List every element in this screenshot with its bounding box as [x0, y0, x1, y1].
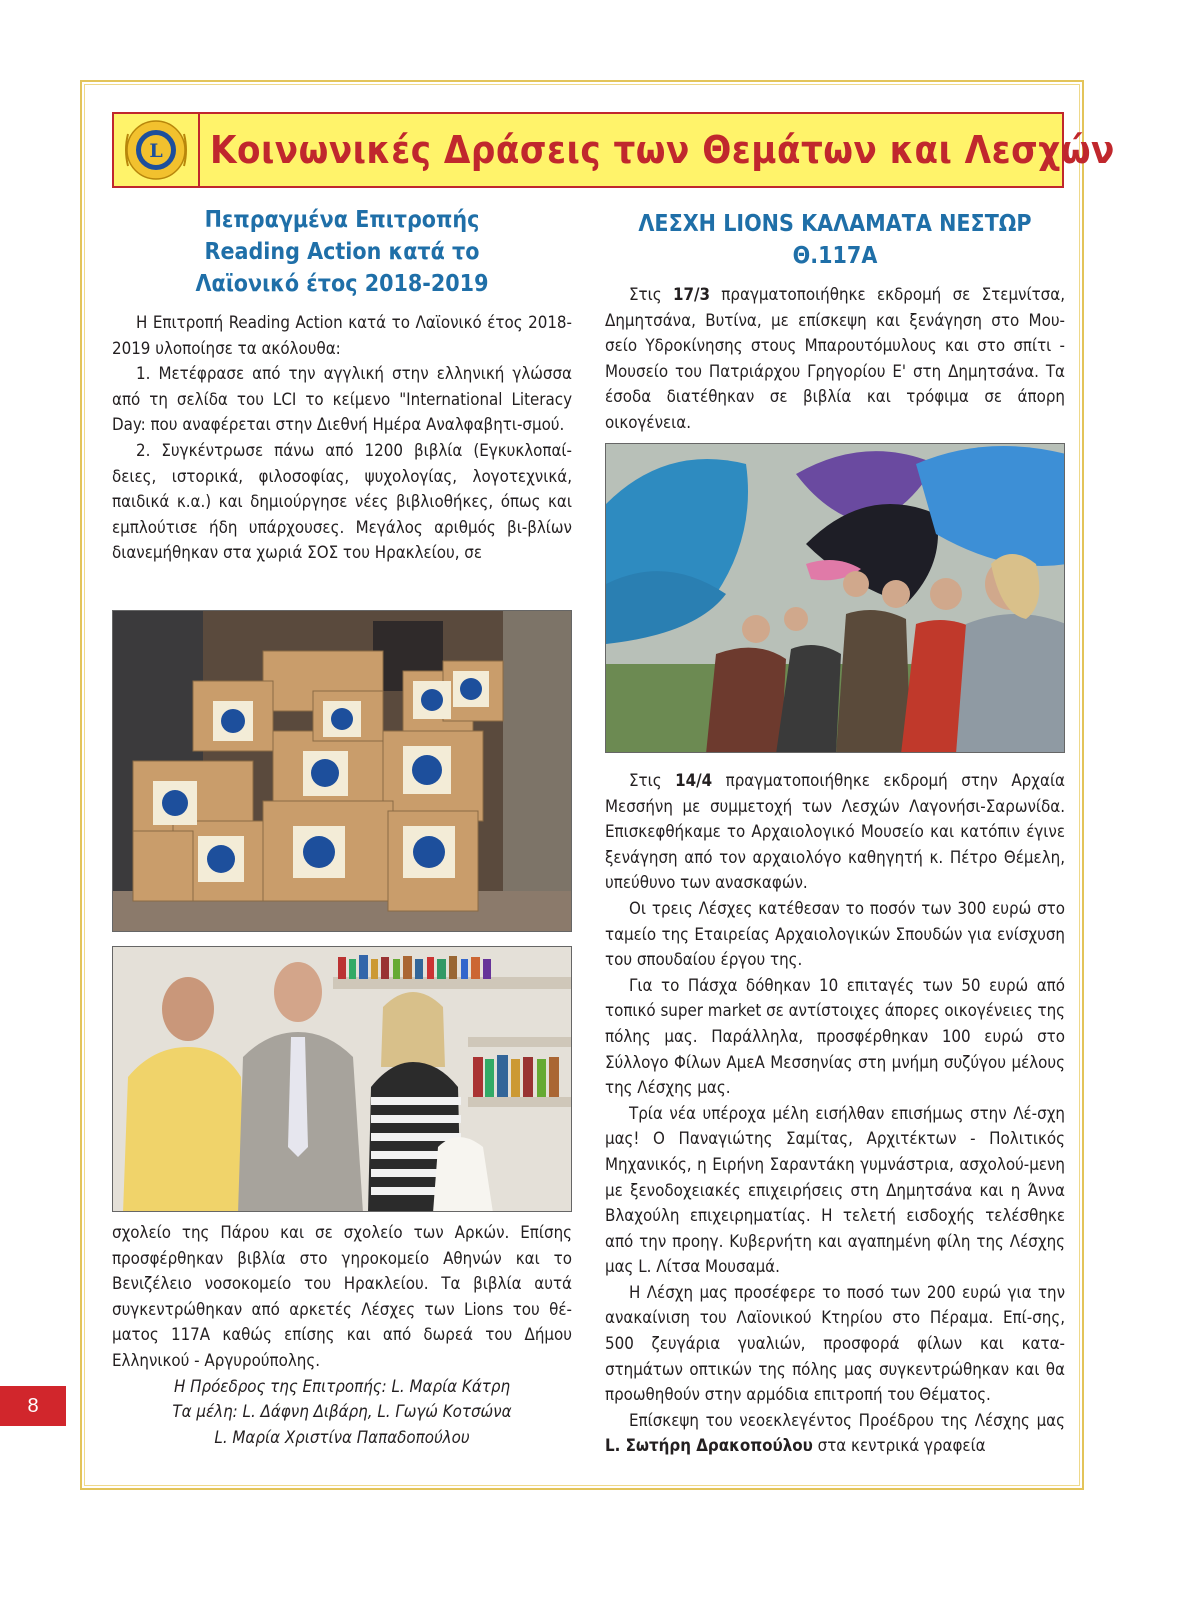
right-paragraph-7 [605, 1408, 1065, 1459]
right-heading-line-2: Θ.117Α [792, 243, 878, 269]
right-p2-date: 14/4 [675, 770, 713, 790]
left-column-bottom [112, 1220, 572, 1450]
photo-umbrellas-excursion [605, 443, 1065, 753]
right-paragraph-6: Η Λέσχη μας προσέφερε το ποσό των 200 ευρώ για την ανακαίνιση του Λαϊονικού Κτηρίου στο Πέραμα. Επί-σης, 500 ζευγάρια γυαλιών, προσφορά φίλων και κατα-στημάτων οπτικών της πόλης μας συγκεντρώθηκαν και θα προωθηθούν στην αρμόδια επιτροπή του Θέματος. [605, 1281, 1065, 1405]
right-paragraph-1 [605, 282, 1065, 436]
signature-members: Τα μέλη: L. Δάφνη Διβάρη, L. Γωγώ Κοτσώνα [172, 1401, 512, 1422]
photo-book-boxes [112, 610, 572, 932]
right-paragraph-2 [605, 768, 1065, 896]
left-column-top [112, 204, 572, 566]
page-number: 8 [0, 1386, 66, 1426]
right-p7-name: L. Σωτήρη Δρακοπούλου [605, 1435, 813, 1456]
signature-president: Η Πρόεδρος της Επιτροπής: L. Μαρία Κάτρη [173, 1375, 511, 1396]
logo-letter: L [149, 140, 163, 162]
left-paragraph-3: 2. Συγκέντρωσε πάνω από 1200 βιβλία (Εγκυκλοπαί-δειες, ιστορικά, φιλοσοφίας, ψυχολογίας, λογοτεχνικά, παιδικά κ.α.) και δημιούργησε νέες βιβλιοθήκες, όπως και εμπλούτισε ήδη υπάρχουσες. Μεγάλος αριθμός βι-βλίων διανεμήθηκαν στα χωριά ΣΟΣ του Ηρακλείου, σε [112, 439, 572, 563]
photo-three-people [112, 946, 572, 1212]
right-p2-pre: Στις [629, 770, 676, 790]
left-heading [112, 204, 572, 300]
section-header [112, 112, 1115, 188]
right-paragraph-3: Οι τρεις Λέσχες κατέθεσαν το ποσόν των 300 ευρώ στο ταμείο της Εταιρείας Αρχαιολογικών Σπουδών για ενίσχυση του σπουδαίου έργου της. [605, 897, 1065, 970]
left-paragraph-2: 1. Μετέφρασε από την αγγλική στην ελληνική γλώσσα από τη σελίδα του LCI το κείμενο "International Literacy Day: που αναφέρεται στην Διεθνή Ημέρα Αναλφαβητι-σμού. [112, 363, 572, 435]
right-paragraph-4: Για το Πάσχα δόθηκαν 10 επιταγές των 50 ευρώ από τοπικό super market σε αντίστοιχες άπορες οικογένειες της πόλης μας. Παράλληλα, προσφέρθηκαν 100 ευρώ στο Σύλλογο Φίλων ΑμεΑ Μεσσηνίας στη μνήμη συζύγου μέλους της Λέσχης μας. [605, 974, 1065, 1098]
left-paragraph-4: σχολείο της Πάρου και σε σχολείο των Αρκών. Επίσης προσφέρθηκαν βιβλία στο γηροκομείο Αθηνών και το Βενιζέλειο νοσοκομείο του Ηρακλείου. Τα βιβλία αυτά συγκεντρώθηκαν από αρκετές Λέσχες των Lions του θέ-ματος 117Α καθώς επίσης και από δωρεά του Δήμου Ελληνικού - Αργυρούπολης. [112, 1222, 572, 1370]
right-p7-pre: Επίσκεψη του νεοεκλεγέντος Προέδρου της Λέσχης μας [629, 1409, 1065, 1430]
right-p1-date: 17/3 [672, 284, 710, 304]
right-p1-post: πραγματοποιήθηκε εκδρομή σε Στεμνίτσα, Δημητσάνα, Βυτίνα, με επίσκεψη και ξενάγηση στο Μου-σείο Υδροκίνησης στους Μπαρουτόμυλους και στο σπίτι - Μουσείο του Πατριάρχου Γρηγορίου Ε' στη Δημητσάνα. Τα έσοδα διατέθηκαν σε βιβλία και τρόφιμα σε άπορη οικογένεια. [605, 284, 1065, 432]
right-paragraph-5: Τρία νέα υπέροχα μέλη εισήλθαν επισήμως στην Λέ-σχη μας! Ο Παναγιώτης Σαμίτας, Αρχιτέκτων - Πολιτικός Μηχανικός, η Ειρήνη Σαραντάκη γυμνάστρια, ασχολού-μενη με ξενοδοχειακές επιχειρήσεις στη Δημητσάνα και η Άννα Βλαχούλη επιχειρηματίας. Η τελετή εισδοχής τελέσθηκε από την προηγ. Κυβερνήτη και αγαπημένη φίλη της Λέσχης μας L. Λίτσα Μουσαμά. [605, 1102, 1065, 1277]
right-heading-line-1: ΛΕΣΧΗ LIONS ΚΑΛΑΜΑΤΑ ΝΕΣΤΩΡ [638, 211, 1032, 237]
signature-member-extra: L. Μαρία Χριστίνα Παπαδοπούλου [214, 1426, 470, 1447]
logo-caption: LIONS INTERNATIONAL [126, 126, 137, 127]
right-p1-pre: Στις [629, 284, 673, 304]
left-paragraph-1: Η Επιτροπή Reading Action κατά το Λαϊονικό έτος 2018-2019 υλοποίησε τα ακόλουθα: [112, 312, 572, 358]
page-title: Κοινωνικές Δράσεις των Θεμάτων και Λεσχών [210, 128, 1115, 172]
right-p2-post: πραγματοποιήθηκε εκδρομή στην Αρχαία Μεσσήνη με συμμετοχή των Λεσχών Λαγονήσι-Σαρωνίδα. Επισκεφθήκαμε το Αρχαιολογικό Μουσείο και κατόπιν έγινε ξενάγηση από τον αρχαιολόγο καθηγητή κ. Πέτρο Θέμελη, υπεύθυνο των ανασκαφών. [605, 770, 1065, 893]
right-column-bottom [605, 768, 1065, 1459]
right-p7-post: στα κεντρικά γραφεία [812, 1435, 986, 1456]
left-heading-line-1: Πεπραγμένα Επιτροπής [204, 207, 480, 233]
left-heading-line-2: Reading Action κατά το [204, 239, 480, 265]
right-heading [605, 208, 1065, 272]
right-column-top [605, 208, 1065, 436]
lions-logo [114, 114, 200, 186]
left-heading-line-3: Λαϊονικό έτος 2018-2019 [195, 271, 489, 297]
